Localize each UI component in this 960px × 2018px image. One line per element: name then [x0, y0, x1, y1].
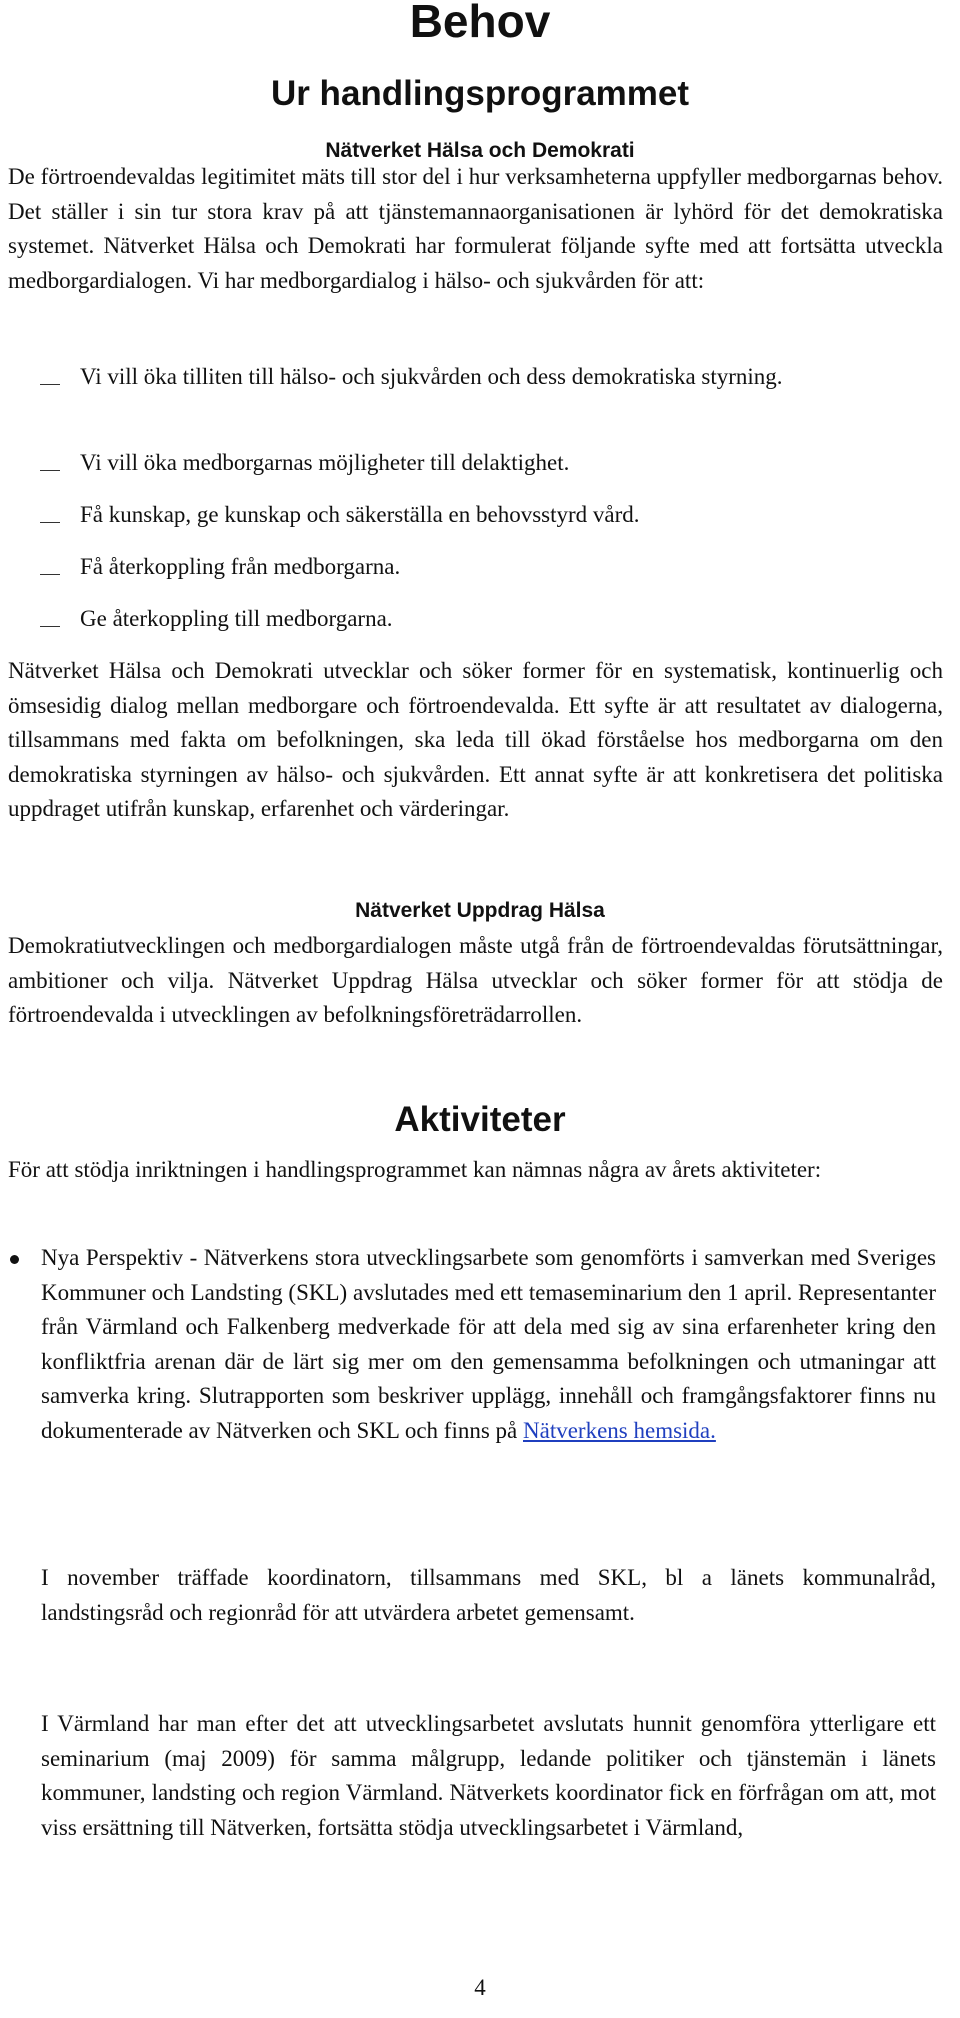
activity-paragraph-varmland: I Värmland har man efter det att utvecklingsarbetet avslutats hunnit genomföra ytterligare ett seminarium (maj 2009) för samma målgrupp, ledande politiker och tjänstemän i länets kommuner, landsting och region Värmland. Nätverkets koordinator fick en förfrågan om att, mot viss ersättning till Nätverken, fortsätta stödja utvecklingsarbetet i Värmland, — [41, 1711, 936, 1840]
activity-paragraph-november: I november träffade koordinatorn, tillsammans med SKL, bl a länets kommunalråd, landstingsråd och regionråd för att utvärdera arbetet gemensamt. — [41, 1565, 936, 1625]
section-heading-aktiviteter: Aktiviteter — [394, 1100, 566, 1139]
dash-icon — [40, 626, 60, 627]
dash-icon — [40, 574, 60, 575]
body-paragraph-uppdrag-halsa: Demokratiutvecklingen och medborgardialogen måste utgå från de förtroendevaldas förutsättningar, ambitioner och vilja. Nätverket Uppdrag Hälsa utvecklar och söker former för att stödja de förtroendevalda i utvecklingen av befolkningsföreträdarrollen. — [8, 933, 943, 1028]
section-heading-handlingsprogrammet: Ur handlingsprogrammet — [270, 74, 690, 113]
dash-icon — [40, 522, 60, 523]
natverkens-hemsida-link[interactable]: Nätverkens hemsida. — [523, 1417, 716, 1443]
subheading-uppdrag-halsa: Nätverket Uppdrag Hälsa — [355, 899, 605, 922]
page-title: Behov — [409, 0, 551, 47]
bullet-icon — [10, 1255, 19, 1264]
intro-paragraph: De förtroendevaldas legitimitet mäts till stor del i hur verksamheterna uppfyller medborgarnas behov. Det ställer i sin tur stora krav på att tjänstemannaorganisationen är lyhörd för det demokratiska systemet. Nätverket Hälsa och Demokrati har formulerat följande syfte med att fortsätta utveckla medborgardialogen. Vi har medborgardialog i hälso- och sjukvården för att: — [8, 164, 943, 293]
subheading-halsa-demokrati: Nätverket Hälsa och Demokrati — [325, 139, 635, 162]
activity-paragraph: Nya Perspektiv - Nätverkens stora utvecklingsarbete som genomförts i samverkan med Sveriges Kommuner och Landsting (SKL) avslutades med ett temaseminarium den 1 april. Representanter från Värmland och Falkenberg medverkade för att dela med sig av sina erfarenheter kring den konfliktfria arenan där de lärt sig mer om den gemensamma befolkningen och utmaningar att samverka kring. Slutrapporten som beskriver upplägg, innehåll och framgångsfaktorer finns nu dokumenterade av Nätverken och SKL och finns på Nätverkens hemsida. — [41, 1245, 936, 1443]
document-page: Behov Ur handlingsprogrammet Nätverket Hälsa och Demokrati De förtroendevaldas legitimitet mäts till stor del i hur verksamheterna uppfyller medborgarnas behov. Det ställer i sin tur stora krav på att tjänstemannaorganisationen är lyhörd för det demokratiska systemet. Nätverket Hälsa och Demokrati har formulerat följande syfte med att fortsätta utveckla medborgardialogen. Vi har medborgardialog i hälso- och sjukvården för att: Vi vill öka tilliten till hälso- och sjukvården och dess demokratiska styrning. Vi vill öka medborgarnas möjligheter till delaktighet. Få kunskap, ge kunskap och säkerställa en behovsstyrd vård. Få återkoppling från medborgarna. Ge återkoppling till medborgarna. Nätverket Hälsa och Demokrati utvecklar och söker former för en systematisk, kontinuerlig och ömsesidig dialog mellan medborgare och förtroendevalda. Ett syfte är att resultatet av dialogerna, tillsammans med fakta om befolkningen, ska leda till ökad förståelse hos medborgarna om den demokratiska styrningen av hälso- och sjukvården. Ett annat syfte är att konkretisera det politiska uppdraget utifrån kunskap, erfarenhet och värderingar. Nätverket Uppdrag Hälsa Demokratiutvecklingen och medborgardialogen måste utgå från de förtroendevaldas förutsättningar, ambitioner och vilja. Nätverket Uppdrag Hälsa utvecklar och söker former för att stödja de förtroendevalda i utvecklingen av befolkningsföreträdarrollen. Aktiviteter För att stödja inriktningen i handlingsprogrammet kan nämnas några av årets aktiviteter: Nya Perspektiv - Nätverkens stora utvecklingsarbete som genomförts i samverkan med Sveriges Kommuner och Landsting (SKL) avslutades med ett temaseminarium den 1 april. Representanter från Värmland och Falkenberg medverkade för att dela med sig av sina erfarenheter kring den konfliktfria arenan där de lärt sig mer om den gemensamma befolkningen och utmaningar att samverka kring. Slutrapporten som beskriver upplägg, innehåll och framgångsfaktorer finns nu dokumenterade av Nätverken och SKL och finns på Nätverkens hemsida. I november träffade koordinatorn, tillsammans med SKL, bl a länets kommunalråd, landstingsråd och regionråd för att utvärdera arbetet gemensamt. I Värmland har man efter det att utvecklingsarbetet avslutats hunnit genomföra ytterligare ett seminarium (maj 2009) för samma målgrupp, ledande politiker och tjänstemän i länets kommuner, landsting och region Värmland. Nätverkets koordinator fick en förfrågan om att, mot viss ersättning till Nätverken, fortsätta stödja utvecklingsarbetet i Värmland, 4 — [0, 0, 960, 2018]
dash-icon — [40, 470, 60, 471]
page-number: 4 — [474, 1975, 486, 2000]
body-paragraph-halsa-demokrati: Nätverket Hälsa och Demokrati utvecklar och söker former för en systematisk, kontinuerlig och ömsesidig dialog mellan medborgare och förtroendevalda. Ett syfte är att resultatet av dialogerna, tillsammans med fakta om befolkningen, ska leda till ökad förståelse hos medborgarna om den demokratiska styrningen av hälso- och sjukvården. Ett annat syfte är att konkretisera det politiska uppdraget utifrån kunskap, erfarenhet och värderingar. — [8, 658, 943, 822]
dash-icon — [40, 384, 60, 385]
activities-intro: För att stödja inriktningen i handlingsprogrammet kan nämnas några av årets aktiviteter: — [8, 1157, 822, 1182]
